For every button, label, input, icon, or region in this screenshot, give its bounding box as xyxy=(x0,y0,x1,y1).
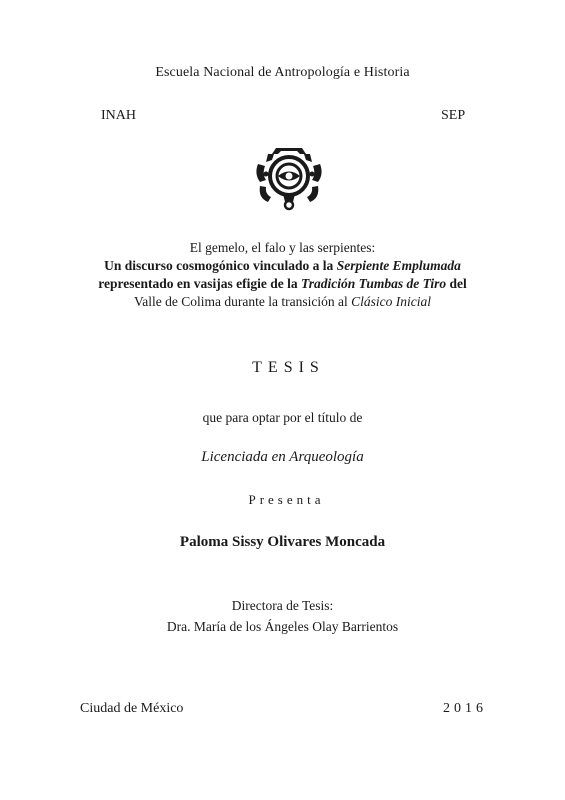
year-label: 2016 xyxy=(443,701,487,716)
degree-name: Licenciada en Arqueología xyxy=(201,449,364,465)
city-label: Ciudad de México xyxy=(80,701,184,716)
title-line-1: El gemelo, el falo y las serpientes: xyxy=(189,240,376,255)
director-name: Dra. María de los Ángeles Olay Barrientos xyxy=(166,619,399,634)
title-line-3 xyxy=(0,275,565,293)
school-name: Escuela Nacional de Antropología e Historia xyxy=(155,65,410,80)
inah-label: INAH xyxy=(101,108,136,123)
title-line-2-text: Un discurso cosmogónico vinculado a la xyxy=(104,258,337,273)
director-label: Directora de Tesis: xyxy=(231,598,334,613)
author-name: Paloma Sissy Olivares Moncada xyxy=(179,534,386,550)
title-line-4-italic: Clásico Inicial xyxy=(351,294,431,309)
presenta-label: Presenta xyxy=(248,492,325,507)
thesis-title xyxy=(0,239,565,311)
degree-purpose: que para optar por el título de xyxy=(202,410,363,425)
title-line-2-italic: Serpiente Emplumada xyxy=(336,258,461,273)
title-line-3-italic: Tradición Tumbas de Tiro xyxy=(300,276,447,291)
tesis-heading: TESIS xyxy=(252,359,325,376)
title-line-4 xyxy=(0,293,565,311)
sep-label: SEP xyxy=(441,108,466,123)
enah-glyph-logo-icon xyxy=(254,146,324,212)
title-line-3-text: representado en vasijas efigie de la xyxy=(98,276,301,291)
title-line-4-text: Valle de Colima durante la transición al xyxy=(134,294,352,309)
title-line-2 xyxy=(0,257,565,275)
title-line-3-end: del xyxy=(446,276,467,291)
